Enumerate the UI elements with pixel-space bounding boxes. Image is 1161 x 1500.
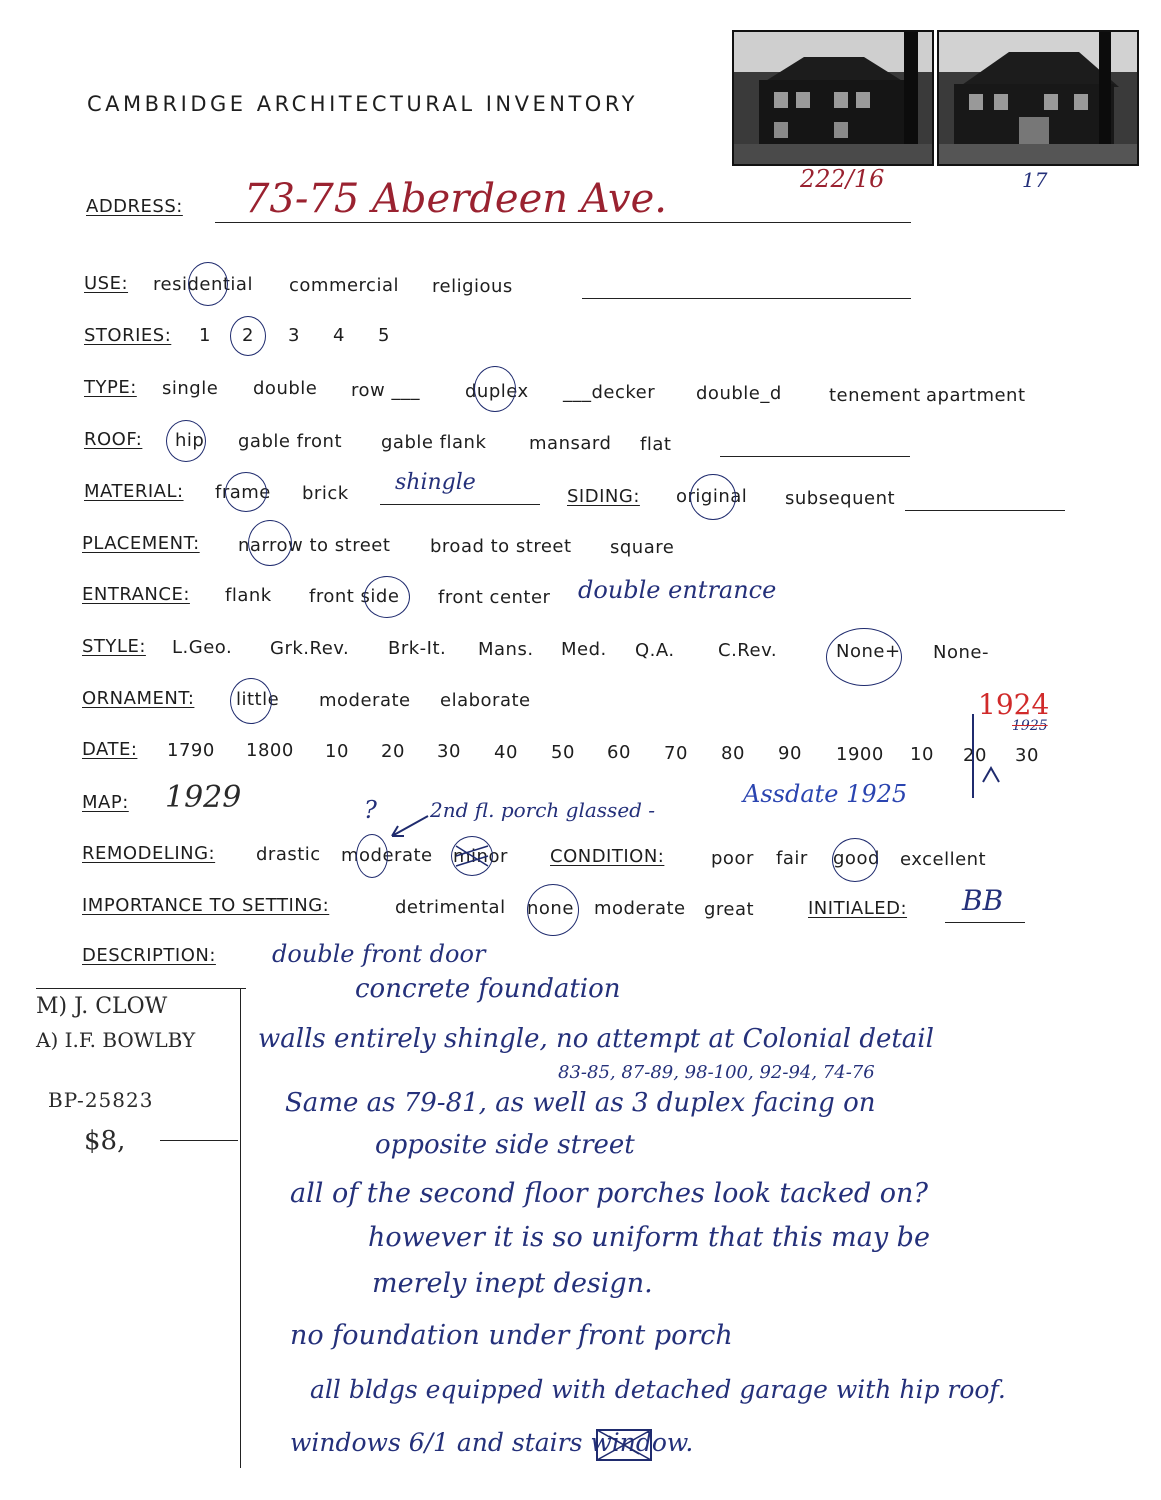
description-line-5: opposite side street (375, 1130, 635, 1160)
type-option-apartment: apartment (926, 385, 1026, 406)
entrance-option-front-center: front center (438, 587, 551, 608)
use-option-religious: religious (432, 276, 513, 297)
condition-label: CONDITION: (550, 846, 665, 867)
description-line-7: however it is so uniform that this may be (368, 1222, 930, 1253)
roof-option-flat: flat (640, 434, 672, 455)
roof-option-gable-flank: gable flank (381, 432, 487, 453)
placement-selection-circle (248, 520, 292, 566)
date-option-1930: 30 (1015, 745, 1039, 766)
cost-line (160, 1140, 238, 1141)
style-option-none-plus: None+ (836, 641, 901, 662)
date-option-50: 50 (551, 742, 575, 763)
description-line-6: all of the second floor porches look tacked on? (290, 1178, 928, 1209)
stories-option-1: 1 (199, 325, 211, 346)
entrance-handwritten: double entrance (578, 576, 777, 604)
style-option-mans: Mans. (478, 639, 534, 660)
placement-option-broad: broad to street (430, 536, 572, 557)
building-photo-left-image (734, 32, 932, 164)
photo-caption-right: 17 (1022, 168, 1048, 192)
importance-option-great: great (704, 899, 755, 920)
style-option-c-rev: C.Rev. (718, 640, 778, 661)
condition-option-poor: poor (711, 848, 754, 869)
use-option-residential: residential (153, 274, 253, 295)
type-option-single: single (162, 378, 219, 399)
siding-other-line (905, 510, 1065, 511)
date-option-20: 20 (381, 741, 405, 762)
description-top-rule (36, 988, 246, 989)
entrance-option-flank: flank (225, 585, 272, 606)
siding-label: SIDING: (567, 486, 640, 507)
initialed-line (945, 922, 1025, 923)
stories-selection-circle (230, 316, 266, 356)
roof-option-gable-front: gable front (238, 431, 342, 452)
placement-option-square: square (610, 537, 675, 558)
date-option-1900: 1900 (836, 744, 884, 765)
use-selection-circle (188, 262, 228, 306)
date-option-80: 80 (721, 743, 745, 764)
ornament-option-moderate: moderate (319, 690, 411, 711)
side-note-cost: $8, (84, 1126, 126, 1156)
condition-option-excellent: excellent (900, 849, 987, 870)
date-option-30: 30 (437, 741, 461, 762)
description-line-8: merely inept design. (372, 1268, 653, 1299)
roof-other-line (720, 456, 910, 457)
style-option-qa: Q.A. (635, 640, 675, 661)
stories-option-3: 3 (288, 325, 300, 346)
placement-option-narrow: narrow to street (238, 535, 391, 556)
date-option-1800: 1800 (246, 740, 294, 761)
type-option-duplex: duplex (465, 381, 529, 402)
stories-option-2: 2 (242, 325, 254, 346)
use-other-line (582, 298, 911, 299)
remodeling-arrow (384, 812, 434, 842)
ornament-selection-circle (230, 678, 272, 724)
style-label: STYLE: (82, 636, 146, 657)
remodeling-question-mark: ? (364, 796, 377, 824)
initialed-value: BB (962, 884, 1004, 917)
material-label: MATERIAL: (84, 481, 184, 502)
roof-label: ROOF: (84, 429, 143, 450)
ornament-option-little: little (236, 689, 280, 710)
address-label: ADDRESS: (86, 196, 183, 217)
ornament-option-elaborate: elaborate (440, 690, 531, 711)
type-option-row: row ___ (351, 380, 420, 401)
building-photo-right (937, 30, 1139, 166)
date-bracket-mark (965, 712, 1015, 802)
style-selection-circle (826, 628, 902, 686)
description-superscript: 83-85, 87-89, 98-100, 92-94, 74-76 (558, 1062, 875, 1083)
stories-option-4: 4 (333, 325, 345, 346)
side-note-permit: BP-25823 (48, 1088, 154, 1112)
type-option-decker: ___decker (563, 382, 656, 403)
entrance-label: ENTRANCE: (82, 584, 190, 605)
side-note-architect: A) I.F. BOWLBY (36, 1028, 196, 1052)
importance-option-moderate: moderate (594, 898, 686, 919)
condition-selection-circle (832, 838, 878, 882)
date-option-70: 70 (664, 743, 688, 764)
photo-caption-left: 222/16 (800, 165, 885, 193)
description-line-4: Same as 79-81, as well as 3 duplex facing on (285, 1088, 876, 1118)
date-label: DATE: (82, 739, 138, 760)
description-line-9: no foundation under front porch (290, 1320, 733, 1351)
date-option-10: 10 (325, 741, 349, 762)
placement-label: PLACEMENT: (82, 533, 200, 554)
address-value: 73-75 Aberdeen Ave. (244, 176, 667, 222)
remodeling-moderate-circle (356, 834, 388, 878)
style-option-l-geo: L.Geo. (172, 637, 233, 658)
building-photo-right-image (939, 32, 1137, 164)
type-option-tenement: tenement (829, 385, 921, 406)
remodeling-option-drastic: drastic (256, 844, 321, 865)
type-option-double-decker: double_d (696, 383, 782, 404)
address-line (215, 222, 911, 223)
style-option-med: Med. (561, 639, 607, 660)
description-line-11: windows 6/1 and stairs window. (290, 1428, 694, 1457)
date-option-1920: 20 (963, 745, 987, 766)
description-label: DESCRIPTION: (82, 945, 216, 966)
condition-option-good: good (833, 848, 880, 869)
material-option-brick: brick (302, 483, 349, 504)
entrance-option-front-side: front side (309, 586, 400, 607)
material-selection-circle (225, 472, 267, 512)
use-label: USE: (84, 273, 129, 294)
stories-option-5: 5 (378, 325, 390, 346)
side-note-mason: M) J. CLOW (36, 994, 168, 1019)
use-option-commercial: commercial (289, 275, 399, 296)
page-title: CAMBRIDGE ARCHITECTURAL INVENTORY (87, 92, 638, 116)
importance-option-detrimental: detrimental (395, 897, 506, 918)
importance-selection-circle (527, 884, 579, 936)
material-option-frame: frame (215, 482, 271, 503)
siding-selection-circle (690, 474, 736, 520)
initialed-label: INITIALED: (808, 898, 908, 919)
description-line-10: all bldgs equipped with detached garage with hip roof. (310, 1375, 1006, 1404)
date-option-90: 90 (778, 743, 802, 764)
type-label: TYPE: (84, 377, 137, 398)
map-label: MAP: (82, 792, 129, 813)
remodeling-option-minor: minor (453, 846, 508, 867)
siding-option-original: original (676, 486, 748, 507)
description-divider (240, 988, 241, 1468)
stories-label: STORIES: (84, 325, 172, 346)
importance-option-none: none (527, 898, 574, 919)
roof-option-mansard: mansard (529, 433, 612, 454)
stairs-window-sketch-icon (595, 1428, 653, 1462)
siding-option-subsequent: subsequent (785, 488, 896, 509)
material-handwritten: shingle (395, 470, 476, 495)
date-option-40: 40 (494, 742, 518, 763)
importance-label: IMPORTANCE TO SETTING: (82, 895, 330, 916)
date-struck-note: 1925 (1012, 718, 1048, 734)
description-line-1: double front door (272, 940, 486, 968)
date-option-1910: 10 (910, 744, 934, 765)
remodeling-label: REMODELING: (82, 843, 216, 864)
description-line-2: concrete foundation (355, 974, 621, 1004)
ornament-label: ORNAMENT: (82, 688, 195, 709)
material-other-line (380, 504, 540, 505)
roof-selection-circle (166, 420, 206, 462)
condition-option-fair: fair (776, 848, 808, 869)
roof-option-hip: hip (175, 430, 205, 451)
description-line-3: walls entirely shingle, no attempt at Colonial detail (258, 1024, 934, 1054)
building-photo-left (732, 30, 934, 166)
type-option-double: double (253, 378, 318, 399)
entrance-selection-circle (364, 576, 410, 618)
type-selection-circle (474, 366, 516, 412)
style-option-brk-it: Brk-It. (388, 638, 447, 659)
map-handwritten: 1929 (165, 780, 242, 815)
style-option-none-minus: None- (933, 642, 989, 663)
map-assessor-note: Assdate 1925 (743, 780, 908, 808)
date-option-1790: 1790 (167, 740, 215, 761)
remodeling-minor-scribble (452, 838, 492, 874)
remodeling-note: 2nd fl. porch glassed - (430, 798, 656, 822)
style-option-grk-rev: Grk.Rev. (270, 638, 350, 659)
date-red-note: 1924 (978, 688, 1050, 721)
date-option-60: 60 (607, 742, 631, 763)
remodeling-option-moderate: moderate (341, 845, 433, 866)
